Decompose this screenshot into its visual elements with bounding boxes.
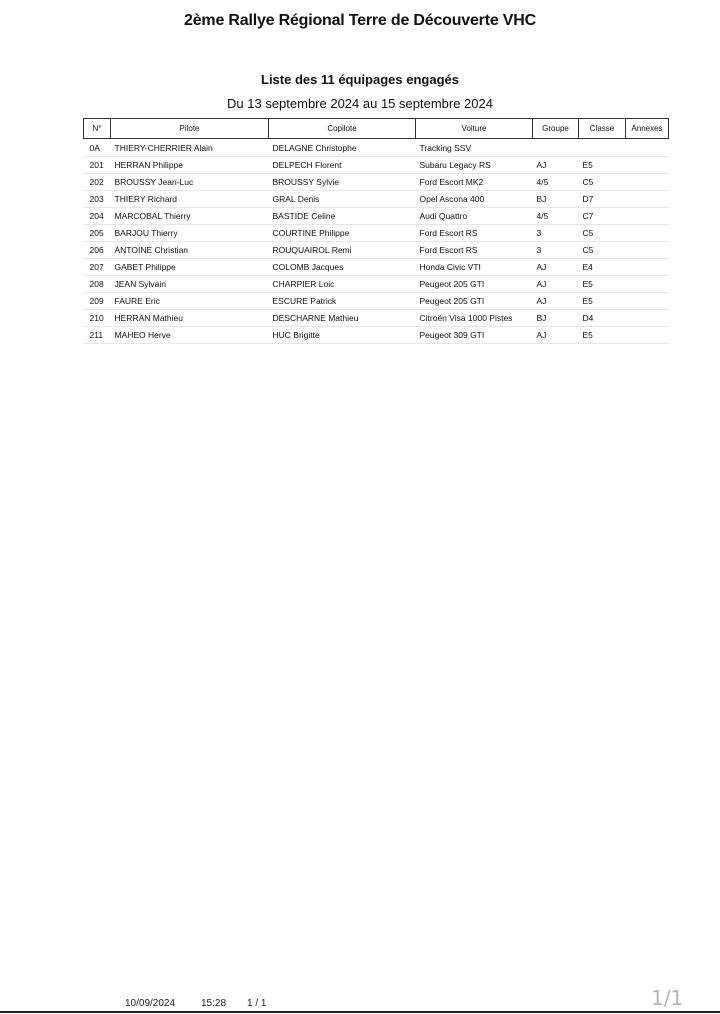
footer-divider — [0, 1011, 720, 1013]
cell-classe: D7 — [579, 191, 626, 208]
footer-page: 1 / 1 — [247, 998, 267, 1009]
cell-voiture: Audi Quattro — [416, 208, 533, 225]
cell-pilote: MARCOBAL Thierry — [111, 208, 269, 225]
cell-pilote: BROUSSY Jean-Luc — [111, 174, 269, 191]
cell-voiture: Peugeot 309 GTI — [416, 327, 533, 344]
cell-annexes — [626, 157, 669, 174]
cell-voiture: Honda Civic VTI — [416, 259, 533, 276]
cell-voiture: Subaru Legacy RS — [416, 157, 533, 174]
table-row — [84, 259, 669, 276]
cell-pilote: HERRAN Mathieu — [111, 310, 269, 327]
cell-copilote: COLOMB Jacques — [269, 259, 416, 276]
cell-copilote: COURTINE Philippe — [269, 225, 416, 242]
cell-classe: E5 — [579, 276, 626, 293]
cell-pilote: MAHEO Herve — [111, 327, 269, 344]
cell-voiture: Citroën Visa 1000 Pistes — [416, 310, 533, 327]
column-header-number: N° — [84, 119, 111, 139]
cell-groupe: 3 — [533, 225, 579, 242]
cell-voiture: Tracking SSV — [416, 139, 533, 157]
cell-copilote: DELPECH Florent — [269, 157, 416, 174]
cell-number: 201 — [84, 157, 111, 174]
cell-copilote: ROUQUAIROL Remi — [269, 242, 416, 259]
cell-copilote: HUC Brigitte — [269, 327, 416, 344]
cell-voiture: Peugeot 205 GTI — [416, 276, 533, 293]
cell-pilote: GABET Philippe — [111, 259, 269, 276]
cell-copilote: DELAGNE Christophe — [269, 139, 416, 157]
cell-copilote: GRAL Denis — [269, 191, 416, 208]
cell-classe: C5 — [579, 242, 626, 259]
table-row — [84, 208, 669, 225]
cell-pilote: ANTOINE Christian — [111, 242, 269, 259]
table-row — [84, 157, 669, 174]
cell-voiture: Opel Ascona 400 — [416, 191, 533, 208]
table-row — [84, 276, 669, 293]
cell-number: 204 — [84, 208, 111, 225]
cell-groupe: 3 — [533, 242, 579, 259]
cell-annexes — [626, 191, 669, 208]
footer-date: 10/09/2024 — [125, 998, 176, 1009]
table-row — [84, 310, 669, 327]
cell-groupe: AJ — [533, 259, 579, 276]
cell-classe: E5 — [579, 157, 626, 174]
cell-annexes — [626, 174, 669, 191]
table-row — [84, 327, 669, 344]
cell-pilote: BARJOU Thierry — [111, 225, 269, 242]
cell-annexes — [626, 293, 669, 310]
cell-pilote: THIERY Richard — [111, 191, 269, 208]
column-header-copilote: Copilote — [269, 119, 416, 139]
cell-pilote: HERRAN Philippe — [111, 157, 269, 174]
column-header-groupe: Groupe — [533, 119, 579, 139]
cell-classe: C5 — [579, 174, 626, 191]
cell-groupe: AJ — [533, 293, 579, 310]
cell-groupe: AJ — [533, 157, 579, 174]
cell-number: 206 — [84, 242, 111, 259]
document-title: 2ème Rallye Régional Terre de Découverte VHC — [184, 12, 536, 29]
cell-classe: E4 — [579, 259, 626, 276]
cell-pilote: THIERY-CHERRIER Alain — [111, 139, 269, 157]
cell-annexes — [626, 276, 669, 293]
cell-groupe: BJ — [533, 191, 579, 208]
table-row — [84, 242, 669, 259]
cell-number: 207 — [84, 259, 111, 276]
cell-annexes — [626, 259, 669, 276]
cell-annexes — [626, 225, 669, 242]
table-row — [84, 139, 669, 157]
viewer-page-counter: 1/1 — [651, 986, 684, 1010]
cell-annexes — [626, 139, 669, 157]
cell-classe — [579, 139, 626, 157]
cell-groupe: 4/5 — [533, 174, 579, 191]
cell-classe: C7 — [579, 208, 626, 225]
cell-annexes — [626, 310, 669, 327]
table-row — [84, 191, 669, 208]
cell-copilote: BROUSSY Sylvie — [269, 174, 416, 191]
cell-classe: C5 — [579, 225, 626, 242]
entries-table — [83, 118, 669, 344]
cell-voiture: Ford Escort MK2 — [416, 174, 533, 191]
table-row — [84, 293, 669, 310]
column-header-classe: Classe — [579, 119, 626, 139]
cell-annexes — [626, 208, 669, 225]
cell-number: 211 — [84, 327, 111, 344]
cell-number: 209 — [84, 293, 111, 310]
cell-number: 0A — [84, 139, 111, 157]
event-dates: Du 13 septembre 2024 au 15 septembre 2024 — [227, 96, 493, 111]
cell-voiture: Ford Escort RS — [416, 242, 533, 259]
column-header-pilote: Pilote — [111, 119, 269, 139]
cell-pilote: JEAN Sylvain — [111, 276, 269, 293]
column-header-voiture: Voiture — [416, 119, 533, 139]
cell-classe: E5 — [579, 327, 626, 344]
cell-groupe — [533, 139, 579, 157]
footer-time: 15:28 — [201, 998, 227, 1009]
cell-pilote: FAURE Eric — [111, 293, 269, 310]
cell-number: 210 — [84, 310, 111, 327]
cell-classe: D4 — [579, 310, 626, 327]
cell-copilote: ESCURE Patrick — [269, 293, 416, 310]
cell-number: 205 — [84, 225, 111, 242]
cell-number: 202 — [84, 174, 111, 191]
cell-groupe: AJ — [533, 327, 579, 344]
cell-annexes — [626, 327, 669, 344]
cell-annexes — [626, 242, 669, 259]
cell-number: 203 — [84, 191, 111, 208]
table-row — [84, 174, 669, 191]
table-row — [84, 225, 669, 242]
cell-copilote: BASTIDE Celine — [269, 208, 416, 225]
cell-copilote: CHARPIER Loic — [269, 276, 416, 293]
table-header-row — [84, 119, 669, 139]
cell-copilote: DESCHARNE Mathieu — [269, 310, 416, 327]
document-subtitle: Liste des 11 équipages engagés — [261, 72, 459, 87]
cell-classe: E5 — [579, 293, 626, 310]
cell-number: 208 — [84, 276, 111, 293]
cell-voiture: Peugeot 205 GTI — [416, 293, 533, 310]
cell-groupe: BJ — [533, 310, 579, 327]
cell-groupe: 4/5 — [533, 208, 579, 225]
cell-groupe: AJ — [533, 276, 579, 293]
cell-voiture: Ford Escort RS — [416, 225, 533, 242]
column-header-annexes: Annexes — [626, 119, 669, 139]
